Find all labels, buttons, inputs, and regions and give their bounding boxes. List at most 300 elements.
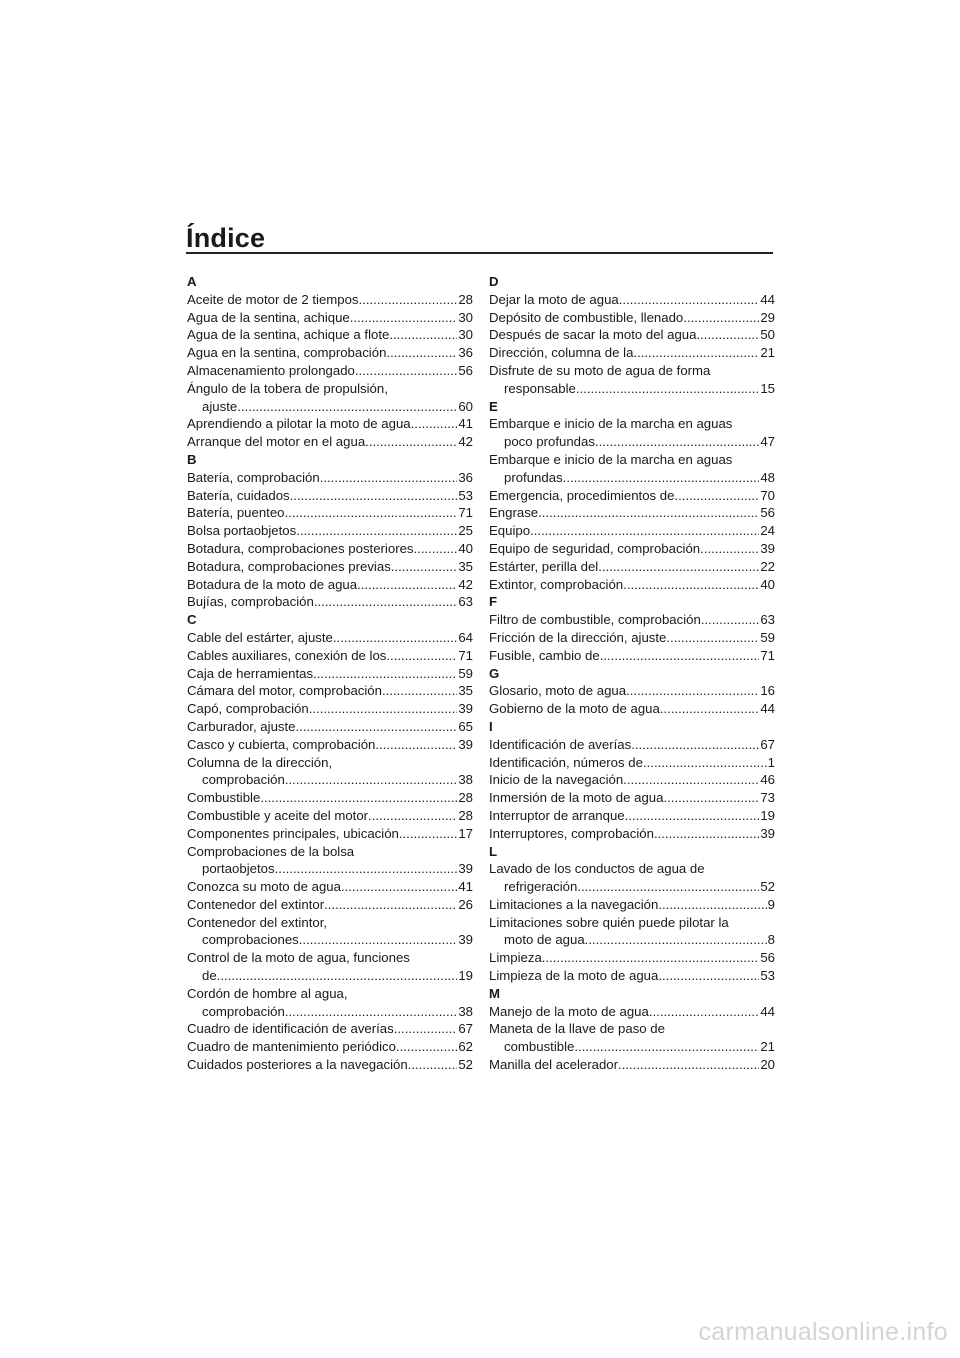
entry-text: Aceite de motor de 2 tiempos	[187, 291, 359, 307]
page-number: 35	[458, 558, 473, 574]
page-number: 56	[458, 362, 473, 378]
entry-line	[187, 807, 473, 825]
dot-leader	[625, 807, 760, 825]
dot-leader	[658, 896, 766, 914]
index-entry	[489, 504, 775, 522]
entry-line	[489, 896, 775, 914]
entry-text: comprobaciones	[202, 932, 299, 948]
dot-leader	[666, 629, 759, 647]
page-number: 38	[458, 1003, 473, 1019]
index-entry	[187, 1020, 473, 1038]
page-number: 63	[458, 594, 473, 610]
entry-line	[187, 718, 473, 736]
entry-text: Caja de herramientas	[187, 665, 314, 681]
entry-text: Bolsa portaobjetos	[187, 523, 297, 539]
entry-text: comprobación	[202, 772, 285, 788]
entry-text: Gobierno de la moto de agua	[489, 701, 660, 717]
section-letter: C	[187, 612, 197, 628]
index-entry	[187, 985, 473, 1021]
index-entry	[489, 291, 775, 309]
entry-text: Extintor, comprobación	[489, 576, 624, 592]
page-number: 46	[760, 772, 775, 788]
page-number: 40	[760, 576, 775, 592]
entry-line	[187, 1038, 473, 1056]
index-entry	[489, 522, 775, 540]
page-number: 73	[760, 790, 775, 806]
index-entry	[489, 1020, 775, 1056]
page-number: 52	[760, 879, 775, 895]
index-entry	[187, 504, 473, 522]
index-entry	[489, 344, 775, 362]
dot-leader	[296, 522, 457, 540]
page-number: 40	[458, 540, 473, 556]
entry-text: Capó, comprobación	[187, 701, 309, 717]
page-number: 21	[760, 1039, 775, 1055]
page-number: 59	[760, 629, 775, 645]
dot-leader	[576, 380, 759, 398]
page-number: 28	[458, 807, 473, 823]
entry-text: Cámara del motor, comprobación	[187, 683, 382, 699]
entry-heading: Contenedor del extintor,	[187, 914, 328, 930]
entry-text: Cables auxiliares, conexión de los	[187, 647, 387, 663]
page-number: 53	[458, 487, 473, 503]
page-number: 65	[458, 718, 473, 734]
entry-line	[187, 771, 473, 789]
entry-line	[489, 576, 775, 594]
entry-line	[187, 967, 473, 985]
dot-leader	[237, 398, 457, 416]
entry-text: Batería, puenteo	[187, 505, 285, 521]
entry-text: Filtro de combustible, comprobación	[489, 612, 701, 628]
entry-text: Limpieza de la moto de agua	[489, 968, 659, 984]
index-entry	[489, 309, 775, 327]
index-entry	[489, 771, 775, 789]
page-number: 41	[458, 416, 473, 432]
page-number: 42	[458, 434, 473, 450]
entry-line	[489, 736, 775, 754]
entry-line	[489, 326, 775, 344]
entry-line	[489, 344, 775, 362]
entry-text: portaobjetos	[202, 861, 275, 877]
index-entry	[187, 700, 473, 718]
index-entry	[489, 415, 775, 451]
entry-heading: Ángulo de la tobera de propulsión,	[187, 380, 388, 396]
entry-line	[489, 291, 775, 309]
index-entry	[187, 593, 473, 611]
page-number: 71	[458, 647, 473, 663]
index-entry	[489, 558, 775, 576]
entry-line	[489, 771, 775, 789]
watermark: carmanualsonline.info	[698, 1318, 948, 1346]
dot-leader	[314, 593, 458, 611]
dot-leader	[618, 1056, 759, 1074]
entry-text: Almacenamiento prolongado	[187, 362, 355, 378]
index-entry	[489, 967, 775, 985]
entry-text: Emergencia, procedimientos de	[489, 487, 675, 503]
entry-line	[489, 754, 775, 772]
entry-text: Manilla del acelerador	[489, 1057, 619, 1073]
entry-text: Fusible, cambio de	[489, 647, 600, 663]
page-number: 52	[458, 1057, 473, 1073]
dot-leader	[299, 931, 458, 949]
entry-line	[187, 309, 473, 327]
index-entry	[187, 629, 473, 647]
page-number: 62	[458, 1039, 473, 1055]
entry-line	[187, 825, 473, 843]
page-number: 47	[760, 434, 775, 450]
dot-leader	[355, 362, 457, 380]
page-number: 44	[760, 1003, 775, 1019]
section-letter: D	[489, 274, 499, 289]
entry-line	[187, 522, 473, 540]
entry-heading: Lavado de los conductos de agua de	[489, 861, 705, 877]
entry-line	[187, 291, 473, 309]
page-number: 71	[458, 505, 473, 521]
index-entry	[187, 807, 473, 825]
dot-leader	[389, 326, 457, 344]
section-letter: E	[489, 398, 498, 414]
index-entry	[187, 1038, 473, 1056]
dot-leader	[414, 540, 458, 558]
index-entry	[489, 825, 775, 843]
entry-line	[187, 700, 473, 718]
entry-text: Casco y cubierta, comprobación	[187, 736, 376, 752]
index-entry	[187, 469, 473, 487]
entry-line	[489, 647, 775, 665]
page-number: 16	[760, 683, 775, 699]
entry-heading: Limitaciones sobre quién puede pilotar la	[489, 914, 729, 930]
index-entry	[489, 326, 775, 344]
dot-leader	[324, 896, 457, 914]
entry-line	[187, 682, 473, 700]
entry-line	[187, 487, 473, 505]
dot-leader	[542, 949, 760, 967]
dot-leader	[626, 682, 759, 700]
entry-text: Batería, comprobación	[187, 469, 320, 485]
entry-line	[489, 807, 775, 825]
title-divider	[186, 252, 773, 254]
entry-line	[489, 1003, 775, 1021]
entry-text: Depósito de combustible, llenado	[489, 309, 684, 325]
entry-heading: Control de la moto de agua, funciones	[187, 950, 410, 966]
page-number: 28	[458, 790, 473, 806]
dot-leader	[350, 309, 458, 327]
dot-leader	[643, 754, 767, 772]
page-number: 36	[458, 469, 473, 485]
entry-text: refrigeración	[504, 879, 578, 895]
page-number: 19	[458, 968, 473, 984]
section-letter: F	[489, 594, 498, 610]
entry-text: Interruptores, comprobación	[489, 825, 654, 841]
entry-line	[187, 1020, 473, 1038]
entry-line	[489, 522, 775, 540]
dot-leader	[296, 718, 458, 736]
page-number: 9	[767, 896, 775, 912]
index-entry	[187, 558, 473, 576]
dot-leader	[683, 309, 759, 327]
entry-line	[187, 1056, 473, 1074]
entry-text: Bujías, comprobación	[187, 594, 314, 610]
index-entry	[187, 789, 473, 807]
page-number: 39	[458, 701, 473, 717]
entry-line	[489, 1056, 775, 1074]
dot-leader	[660, 700, 760, 718]
dot-leader	[368, 807, 457, 825]
entry-line	[187, 789, 473, 807]
entry-text: responsable	[504, 380, 576, 396]
dot-leader	[290, 487, 458, 505]
section-letter: B	[187, 451, 197, 467]
dot-leader	[375, 736, 457, 754]
dot-leader	[658, 967, 759, 985]
entry-line	[489, 540, 775, 558]
entry-text: Agua de la sentina, achique	[187, 309, 350, 325]
index-entry	[489, 736, 775, 754]
dot-leader	[386, 647, 457, 665]
entry-text: Cable del estárter, ajuste	[187, 629, 333, 645]
dot-leader	[408, 1056, 458, 1074]
page-number: 56	[760, 950, 775, 966]
entry-line	[187, 878, 473, 896]
index-entry	[187, 522, 473, 540]
entry-line	[187, 344, 473, 362]
entry-text: Dejar la moto de agua	[489, 291, 619, 307]
page-title: Índice	[186, 223, 266, 253]
index-entry	[187, 878, 473, 896]
entry-line	[489, 611, 775, 629]
entry-line	[489, 825, 775, 843]
entry-text: Combustible y aceite del motor	[187, 807, 369, 823]
entry-text: Arranque del motor en el agua	[187, 434, 366, 450]
entry-text: Inmersión de la moto de agua	[489, 790, 664, 806]
index-entry	[187, 754, 473, 790]
dot-leader	[391, 558, 458, 576]
page-number: 19	[760, 807, 775, 823]
entry-line	[187, 362, 473, 380]
entry-heading: Embarque e inicio de la marcha en aguas	[489, 451, 733, 467]
index-entry	[489, 789, 775, 807]
page-number: 39	[458, 861, 473, 877]
index-entry	[489, 487, 775, 505]
entry-line	[187, 540, 473, 558]
dot-leader	[577, 878, 759, 896]
entry-line	[489, 700, 775, 718]
page-number: 30	[458, 309, 473, 325]
dot-leader	[313, 665, 457, 683]
index-entry	[489, 451, 775, 487]
dot-leader	[623, 771, 759, 789]
page-number: 44	[760, 291, 775, 307]
entry-line	[187, 326, 473, 344]
entry-line	[187, 558, 473, 576]
entry-text: moto de agua	[504, 932, 585, 948]
index-entry	[187, 914, 473, 950]
entry-line	[187, 576, 473, 594]
entry-line	[489, 380, 775, 398]
dot-leader	[309, 700, 458, 718]
page-number: 63	[760, 612, 775, 628]
entry-line	[489, 558, 775, 576]
dot-leader	[275, 860, 458, 878]
entry-line	[187, 665, 473, 683]
page-number: 59	[458, 665, 473, 681]
dot-leader	[654, 825, 759, 843]
entry-text: Botadura, comprobaciones previas	[187, 558, 391, 574]
dot-leader	[600, 647, 760, 665]
index-entry	[489, 1003, 775, 1021]
page-number: 25	[458, 523, 473, 539]
dot-leader	[574, 1038, 759, 1056]
entry-heading: Cordón de hombre al agua,	[187, 985, 348, 1001]
page-number: 28	[458, 291, 473, 307]
entry-line	[187, 931, 473, 949]
section-letter: G	[489, 665, 500, 681]
dot-leader	[386, 344, 457, 362]
entry-line	[489, 469, 775, 487]
dot-leader	[365, 433, 457, 451]
entry-text: Cuadro de mantenimiento periódico	[187, 1039, 396, 1055]
page-number: 70	[760, 487, 775, 503]
index-entry	[489, 611, 775, 629]
index-entry	[489, 896, 775, 914]
entry-text: poco profundas	[504, 434, 595, 450]
entry-text: Inicio de la navegación	[489, 772, 624, 788]
index-entry	[187, 576, 473, 594]
entry-line	[187, 860, 473, 878]
section-letter: A	[187, 274, 197, 289]
entry-text: profundas	[504, 469, 563, 485]
page-number: 1	[767, 754, 775, 770]
page-number: 67	[760, 736, 775, 752]
page-number: 22	[760, 558, 775, 574]
entry-line	[187, 469, 473, 487]
entry-line	[489, 967, 775, 985]
entry-line	[187, 433, 473, 451]
dot-leader	[396, 1038, 457, 1056]
index-entry	[187, 665, 473, 683]
dot-leader	[530, 522, 759, 540]
entry-text: Identificación de averías	[489, 736, 632, 752]
entry-text: Equipo	[489, 523, 531, 539]
dot-leader	[538, 504, 759, 522]
entry-text: Estárter, perilla del	[489, 558, 599, 574]
index-column-left	[187, 273, 473, 1074]
entry-line	[187, 896, 473, 914]
dot-leader	[217, 967, 458, 985]
entry-text: Batería, cuidados	[187, 487, 290, 503]
entry-heading: Columna de la dirección,	[187, 754, 333, 770]
entry-line	[489, 1038, 775, 1056]
page-number: 39	[458, 932, 473, 948]
entry-text: de	[202, 968, 217, 984]
entry-line	[489, 931, 775, 949]
index-entry	[489, 682, 775, 700]
section-letter: L	[489, 843, 498, 859]
index-entry	[187, 487, 473, 505]
dot-leader	[696, 326, 759, 344]
dot-leader	[623, 576, 759, 594]
entry-line	[489, 878, 775, 896]
entry-text: Botadura, comprobaciones posteriores	[187, 540, 414, 556]
page-number: 35	[458, 683, 473, 699]
index-entry	[187, 736, 473, 754]
entry-line	[187, 415, 473, 433]
entry-text: Limitaciones a la navegación	[489, 896, 659, 912]
entry-line	[187, 647, 473, 665]
page-number: 38	[458, 772, 473, 788]
dot-leader	[631, 736, 759, 754]
entry-line	[187, 736, 473, 754]
page-number: 44	[760, 701, 775, 717]
page-number: 39	[760, 825, 775, 841]
dot-leader	[595, 433, 759, 451]
index-entry	[187, 1056, 473, 1074]
entry-text: Glosario, moto de agua	[489, 683, 627, 699]
dot-leader	[701, 611, 759, 629]
page-number: 17	[458, 825, 473, 841]
page-number: 60	[458, 398, 473, 414]
index-entry	[187, 344, 473, 362]
entry-text: combustible	[504, 1039, 575, 1055]
entry-text: Aprendiendo a pilotar la moto de agua	[187, 416, 411, 432]
entry-text: Equipo de seguridad, comprobación	[489, 540, 701, 556]
dot-leader	[598, 558, 759, 576]
entry-text: Componentes principales, ubicación	[187, 825, 399, 841]
entry-text: Limpieza	[489, 950, 542, 966]
section-letter: M	[489, 985, 500, 1001]
dot-leader	[320, 469, 458, 487]
dot-leader	[649, 1003, 760, 1021]
entry-heading: Maneta de la llave de paso de	[489, 1021, 665, 1037]
entry-line	[489, 309, 775, 327]
index-entry	[489, 860, 775, 896]
entry-text: Después de sacar la moto del agua	[489, 327, 697, 343]
index-entry	[187, 433, 473, 451]
dot-leader	[341, 878, 457, 896]
dot-leader	[399, 825, 457, 843]
page-number: 42	[458, 576, 473, 592]
entry-text: Carburador, ajuste	[187, 718, 296, 734]
dot-leader	[285, 1003, 457, 1021]
page-number: 29	[760, 309, 775, 325]
dot-leader	[633, 344, 759, 362]
index-entry	[187, 949, 473, 985]
entry-line	[187, 629, 473, 647]
index-entry	[187, 291, 473, 309]
page-number: 48	[760, 469, 775, 485]
index-entry	[489, 700, 775, 718]
index-entry	[489, 807, 775, 825]
entry-text: Agua en la sentina, comprobación	[187, 345, 387, 361]
entry-line	[187, 398, 473, 416]
entry-text: ajuste	[202, 398, 238, 414]
entry-text: Manejo de la moto de agua	[489, 1003, 649, 1019]
page-number: 67	[458, 1021, 473, 1037]
page-number: 39	[760, 540, 775, 556]
page-number: 21	[760, 345, 775, 361]
page-number: 24	[760, 523, 775, 539]
dot-leader	[585, 931, 767, 949]
dot-leader	[333, 629, 457, 647]
index-entry	[187, 682, 473, 700]
page-number: 41	[458, 879, 473, 895]
entry-line	[187, 504, 473, 522]
dot-leader	[411, 415, 458, 433]
entry-line	[489, 789, 775, 807]
entry-text: Identificación, números de	[489, 754, 643, 770]
page-number: 71	[760, 647, 775, 663]
dot-leader	[260, 789, 457, 807]
